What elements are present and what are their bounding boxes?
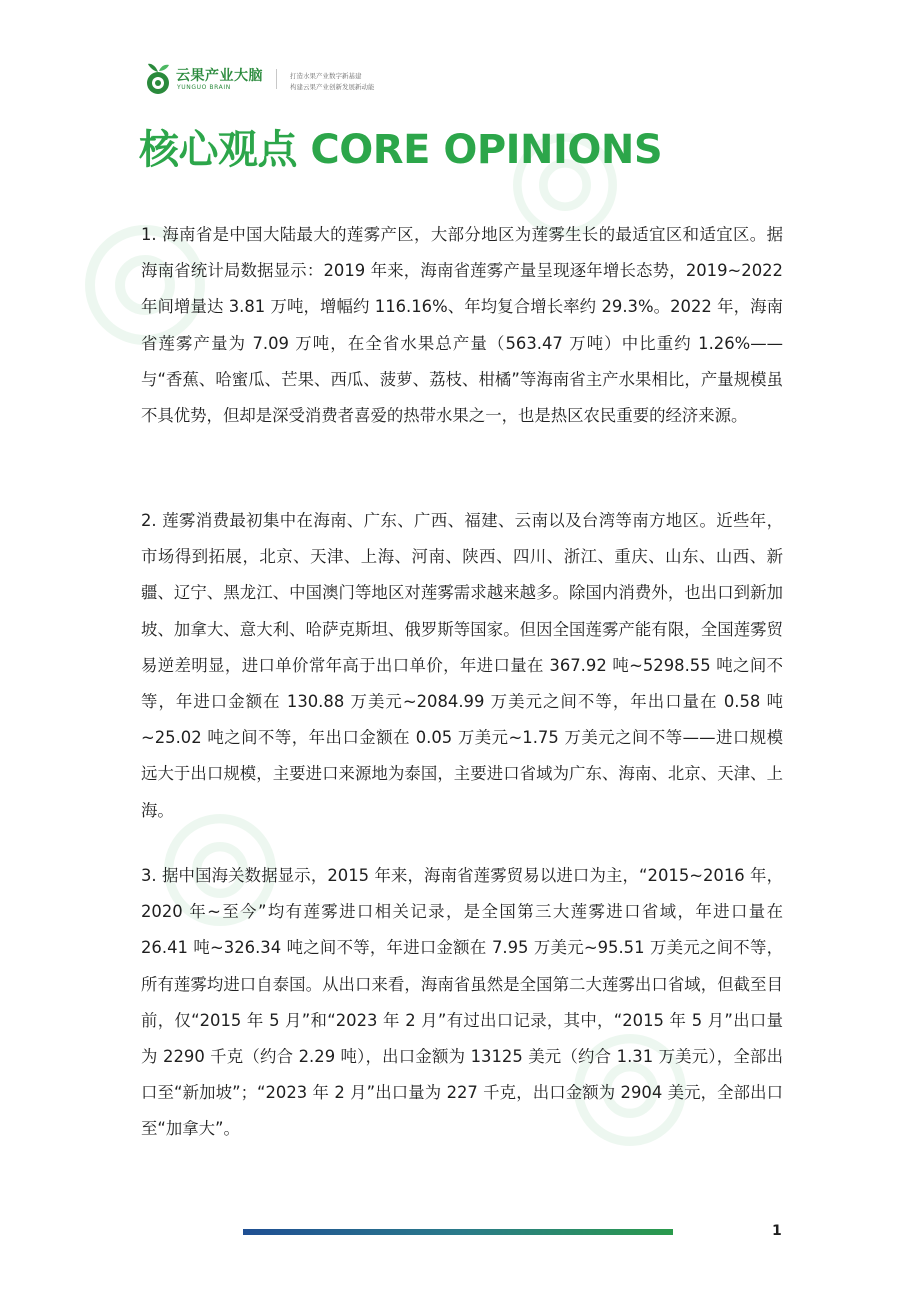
header bbox=[143, 58, 443, 100]
slogan-line-1: 打造水果产业数字新基建 bbox=[290, 72, 362, 80]
paragraph-1: 1. 海南省是中国大陆最大的莲雾产区，大部分地区为莲雾生长的最适宜区和适宜区。据海南省统计局数据显示：2019 年来，海南省莲雾产量呈现逐年增长态势，2019~2022 年间增量达 3.81 万吨，增幅约 116.16%、年均复合增长率约 29.3%。2022 年，海南省莲雾产量为 7.09 万吨，在全省水果总产量（563.47 万吨）中比重约 1.26%——与“香蕉、哈蜜瓜、芒果、西瓜、菠萝、荔枝、柑橘”等海南省主产水果相比，产量规模虽不具优势，但却是深受消费者喜爱的热带水果之一，也是热区农民重要的经济来源。 bbox=[141, 225, 783, 426]
paragraph-3: 3. 据中国海关数据显示，2015 年来，海南省莲雾贸易以进口为主，“2015~2016 年，2020 年~至今”均有莲雾进口相关记录，是全国第三大莲雾进口省域，年进口量在 26.41 吨~326.34 吨之间不等，年进口金额在 7.95 万美元~95.51 万美元之间不等，所有莲雾均进口自泰国。从出口来看，海南省虽然是全国第二大莲雾出口省域，但截至目前，仅“2015 年 5 月”和“2023 年 2 月”有过出口记录，其中，“2015 年 5 月”出口量为 2290 千克（约合 2.29 吨），出口金额为 13125 美元（约合 1.31 万美元），全部出口至“新加坡”；“2023 年 2 月”出口量为 227 千克，出口金额为 2904 美元，全部出口至“加拿大”。 bbox=[141, 866, 783, 1139]
brand-name-en: YUNGUO BRAIN bbox=[177, 84, 231, 91]
slogan-line-2: 构建云果产业创新发展新动能 bbox=[290, 83, 375, 91]
page-number: 1 bbox=[772, 1223, 782, 1239]
footer-bar bbox=[243, 1229, 673, 1235]
brand-name: 云果产业大脑 bbox=[176, 68, 263, 84]
logo-icon bbox=[143, 58, 173, 98]
page-title: 核心观点 CORE OPINIONS bbox=[139, 127, 663, 173]
paragraph-2: 2. 莲雾消费最初集中在海南、广东、广西、福建、云南以及台湾等南方地区。近些年，市场得到拓展，北京、天津、上海、河南、陕西、四川、浙江、重庆、山东、山西、新疆、辽宁、黑龙江、中国澳门等地区对莲雾需求越来越多。除国内消费外，也出口到新加坡、加拿大、意大利、哈萨克斯坦、俄罗斯等国家。但因全国莲雾产能有限，全国莲雾贸易逆差明显，进口单价常年高于出口单价，年进口量在 367.92 吨~5298.55 吨之间不等，年进口金额在 130.88 万美元~2084.99 万美元之间不等，年出口量在 0.58 吨~25.02 吨之间不等，年出口金额在 0.05 万美元~1.75 万美元之间不等——进口规模远大于出口规模，主要进口来源地为泰国，主要进口省域为广东、海南、北京、天津、上海。 bbox=[141, 511, 783, 820]
header-divider bbox=[276, 69, 277, 89]
